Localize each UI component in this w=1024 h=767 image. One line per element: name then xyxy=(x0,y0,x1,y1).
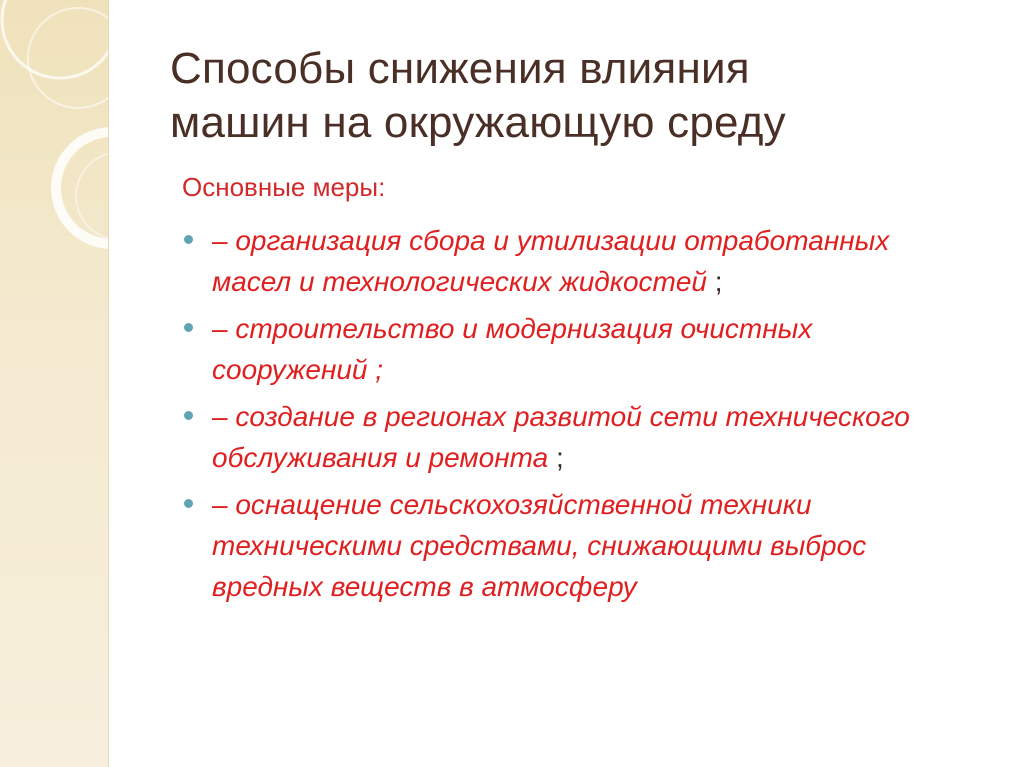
slide-title xyxy=(170,42,950,150)
slide-title-line-1: Способы снижения влияния xyxy=(170,44,750,93)
bullet-dot-icon xyxy=(184,411,193,420)
list-item-text: – строительство и модернизация очистных сооружений ; xyxy=(212,313,813,385)
list-item-text: – оснащение сельскохозяйственной техники техническими средствами, снижающими выброс вредных веществ в атмосферу xyxy=(212,489,867,602)
decorative-side-band xyxy=(0,0,109,767)
bullet-dot-icon xyxy=(184,499,193,508)
list-item xyxy=(182,484,942,607)
list-item-text: – создание в регионах развитой сети технического обслуживания и ремонта xyxy=(212,401,910,473)
decorative-rings-icon xyxy=(0,0,109,300)
measures-list xyxy=(182,220,942,613)
bullet-dot-icon xyxy=(184,323,193,332)
list-item-suffix: ; xyxy=(548,442,564,473)
list-item xyxy=(182,396,942,478)
list-item-suffix: ; xyxy=(707,266,723,297)
list-item-text: – организация сбора и утилизации отработанных масел и технологических жидкостей xyxy=(212,225,890,297)
bullet-dot-icon xyxy=(184,235,193,244)
list-item xyxy=(182,308,942,390)
slide-title-line-2: машин на окружающую среду xyxy=(170,98,786,147)
list-item xyxy=(182,220,942,302)
slide-subheading: Основные меры: xyxy=(182,172,386,202)
